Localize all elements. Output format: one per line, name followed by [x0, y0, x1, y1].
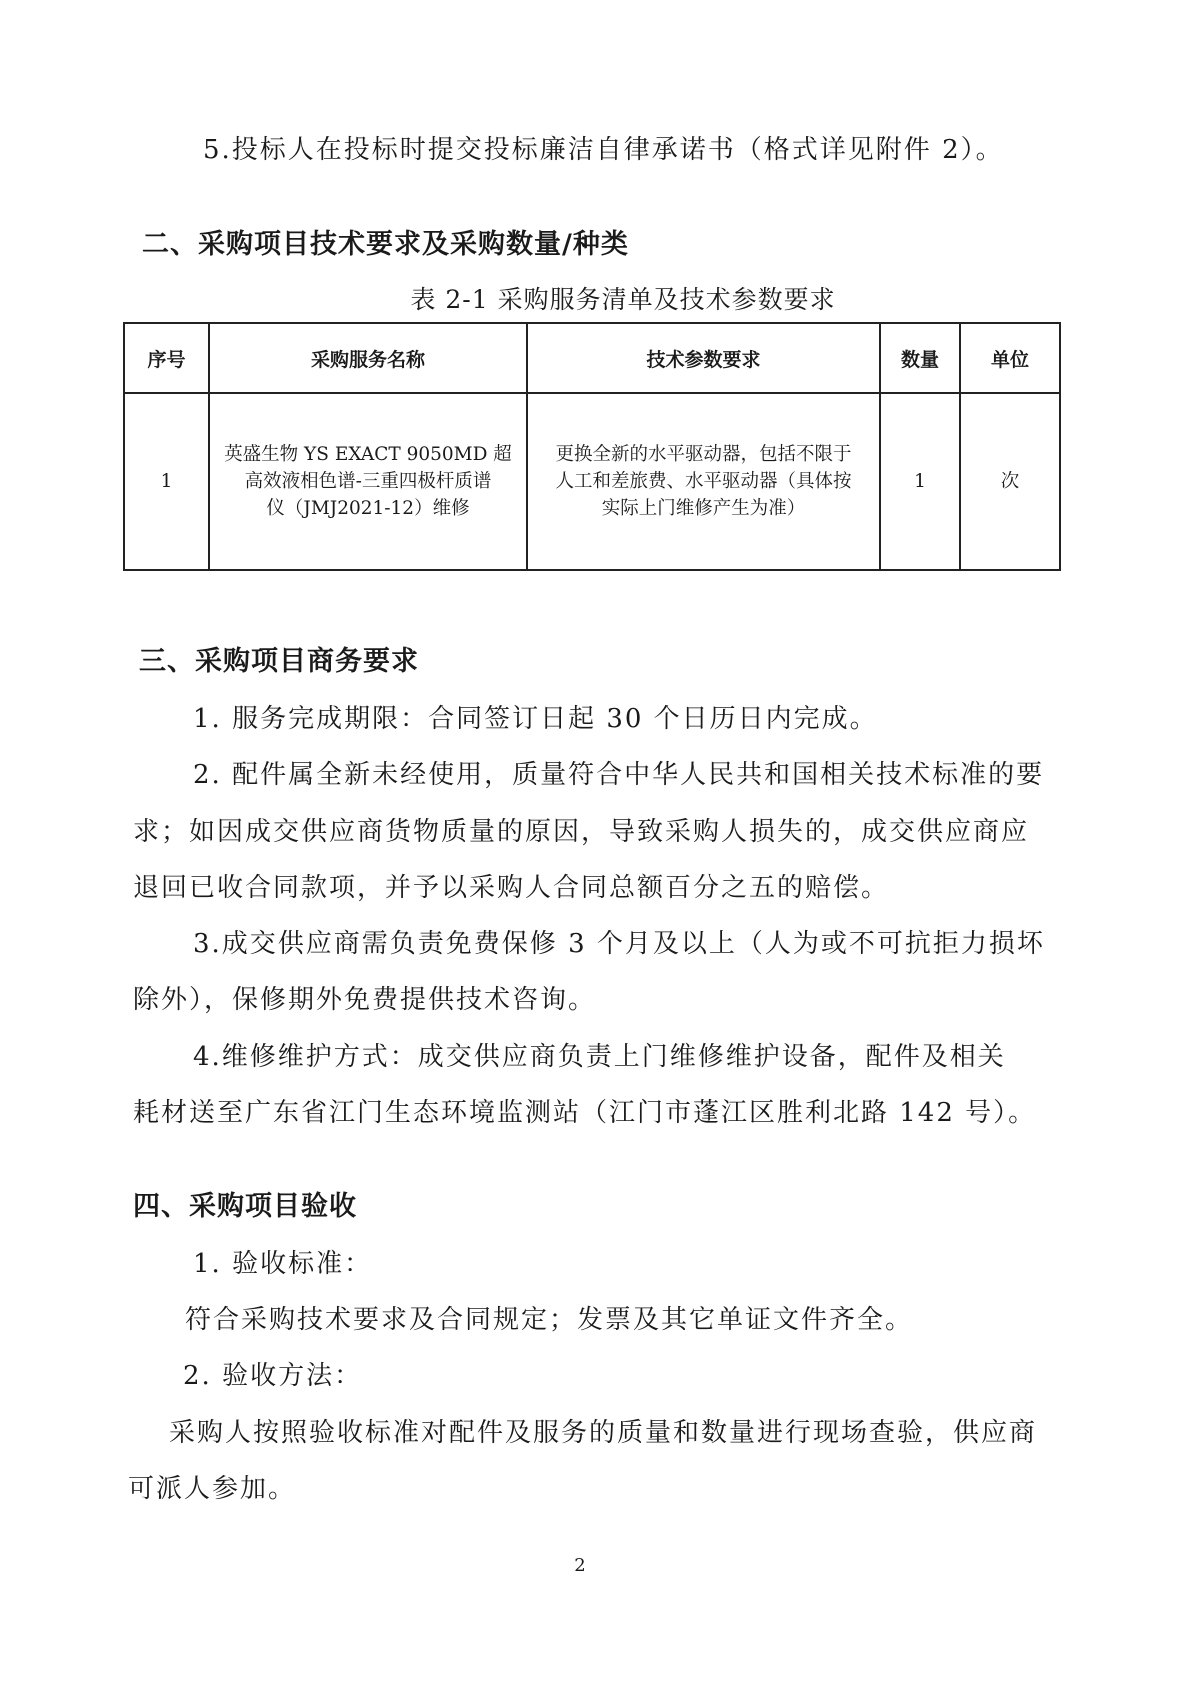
- header-unit: 单位: [960, 323, 1060, 393]
- header-index: 序号: [124, 323, 209, 393]
- table-caption: 表 2-1 采购服务清单及技术参数要求: [410, 285, 836, 314]
- section4-paragraph-line: 符合采购技术要求及合同规定；发票及其它单证文件齐全。: [185, 1305, 914, 1335]
- tech-spec-line: 更换全新的水平驱动器，包括不限于: [555, 444, 852, 465]
- service-name-line: 仪（JMJ2021-12）维修: [266, 498, 470, 519]
- intro-line: 5.投标人在投标时提交投标廉洁自律承诺书（格式详见附件 2）。: [203, 135, 1004, 165]
- cell-service-name: [209, 393, 527, 570]
- cell-index: 1: [124, 393, 209, 570]
- section4-heading: 四、采购项目验收: [133, 1191, 357, 1222]
- table-row: [124, 393, 1060, 570]
- table-header-row: [124, 323, 1060, 393]
- section2-heading: 二、采购项目技术要求及采购数量/种类: [142, 229, 629, 260]
- section3-paragraph-line: 耗材送至广东省江门生态环境监测站（江门市蓬江区胜利北路 142 号）。: [133, 1098, 1037, 1128]
- section3-paragraph-line: 除外），保修期外免费提供技术咨询。: [133, 985, 597, 1015]
- procurement-table: [123, 322, 1061, 571]
- section3-paragraph-line: 退回已收合同款项，并予以采购人合同总额百分之五的赔偿。: [133, 873, 890, 903]
- section3-heading: 三、采购项目商务要求: [139, 646, 419, 677]
- service-name-line: 高效液相色谱-三重四极杆质谱: [244, 471, 492, 492]
- section3-paragraph-line: 2. 配件属全新未经使用，质量符合中华人民共和国相关技术标准的要: [193, 760, 1045, 790]
- section3-paragraph-line: 3.成交供应商需负责免费保修 3 个月及以上（人为或不可抗拒力损坏: [193, 929, 1045, 959]
- tech-spec-line: 人工和差旅费、水平驱动器（具体按: [555, 471, 852, 492]
- section4-paragraph-line: 采购人按照验收标准对配件及服务的质量和数量进行现场查验，供应商: [169, 1418, 1038, 1448]
- header-quantity: 数量: [880, 323, 960, 393]
- section4-paragraph-line: 1. 验收标准：: [193, 1249, 373, 1279]
- section3-paragraph-line: 1. 服务完成期限：合同签订日起 30 个日历日内完成。: [193, 704, 878, 734]
- section4-paragraph-line: 2. 验收方法：: [183, 1361, 363, 1391]
- section3-paragraph-line: 求；如因成交供应商货物质量的原因，导致采购人损失的，成交供应商应: [133, 817, 1030, 847]
- header-tech-spec: 技术参数要求: [527, 323, 880, 393]
- section3-paragraph-line: 4.维修维护方式：成交供应商负责上门维修维护设备，配件及相关: [193, 1042, 1006, 1072]
- section4-paragraph-line: 可派人参加。: [128, 1474, 297, 1504]
- cell-tech-spec: [527, 393, 880, 570]
- tech-spec-line: 实际上门维修产生为准）: [601, 498, 806, 519]
- cell-quantity: 1: [880, 393, 960, 570]
- service-name-line: 英盛生物 YS EXACT 9050MD 超: [224, 444, 512, 465]
- cell-unit: 次: [960, 393, 1060, 570]
- page-number: 2: [574, 1555, 586, 1576]
- header-service-name: 采购服务名称: [209, 323, 527, 393]
